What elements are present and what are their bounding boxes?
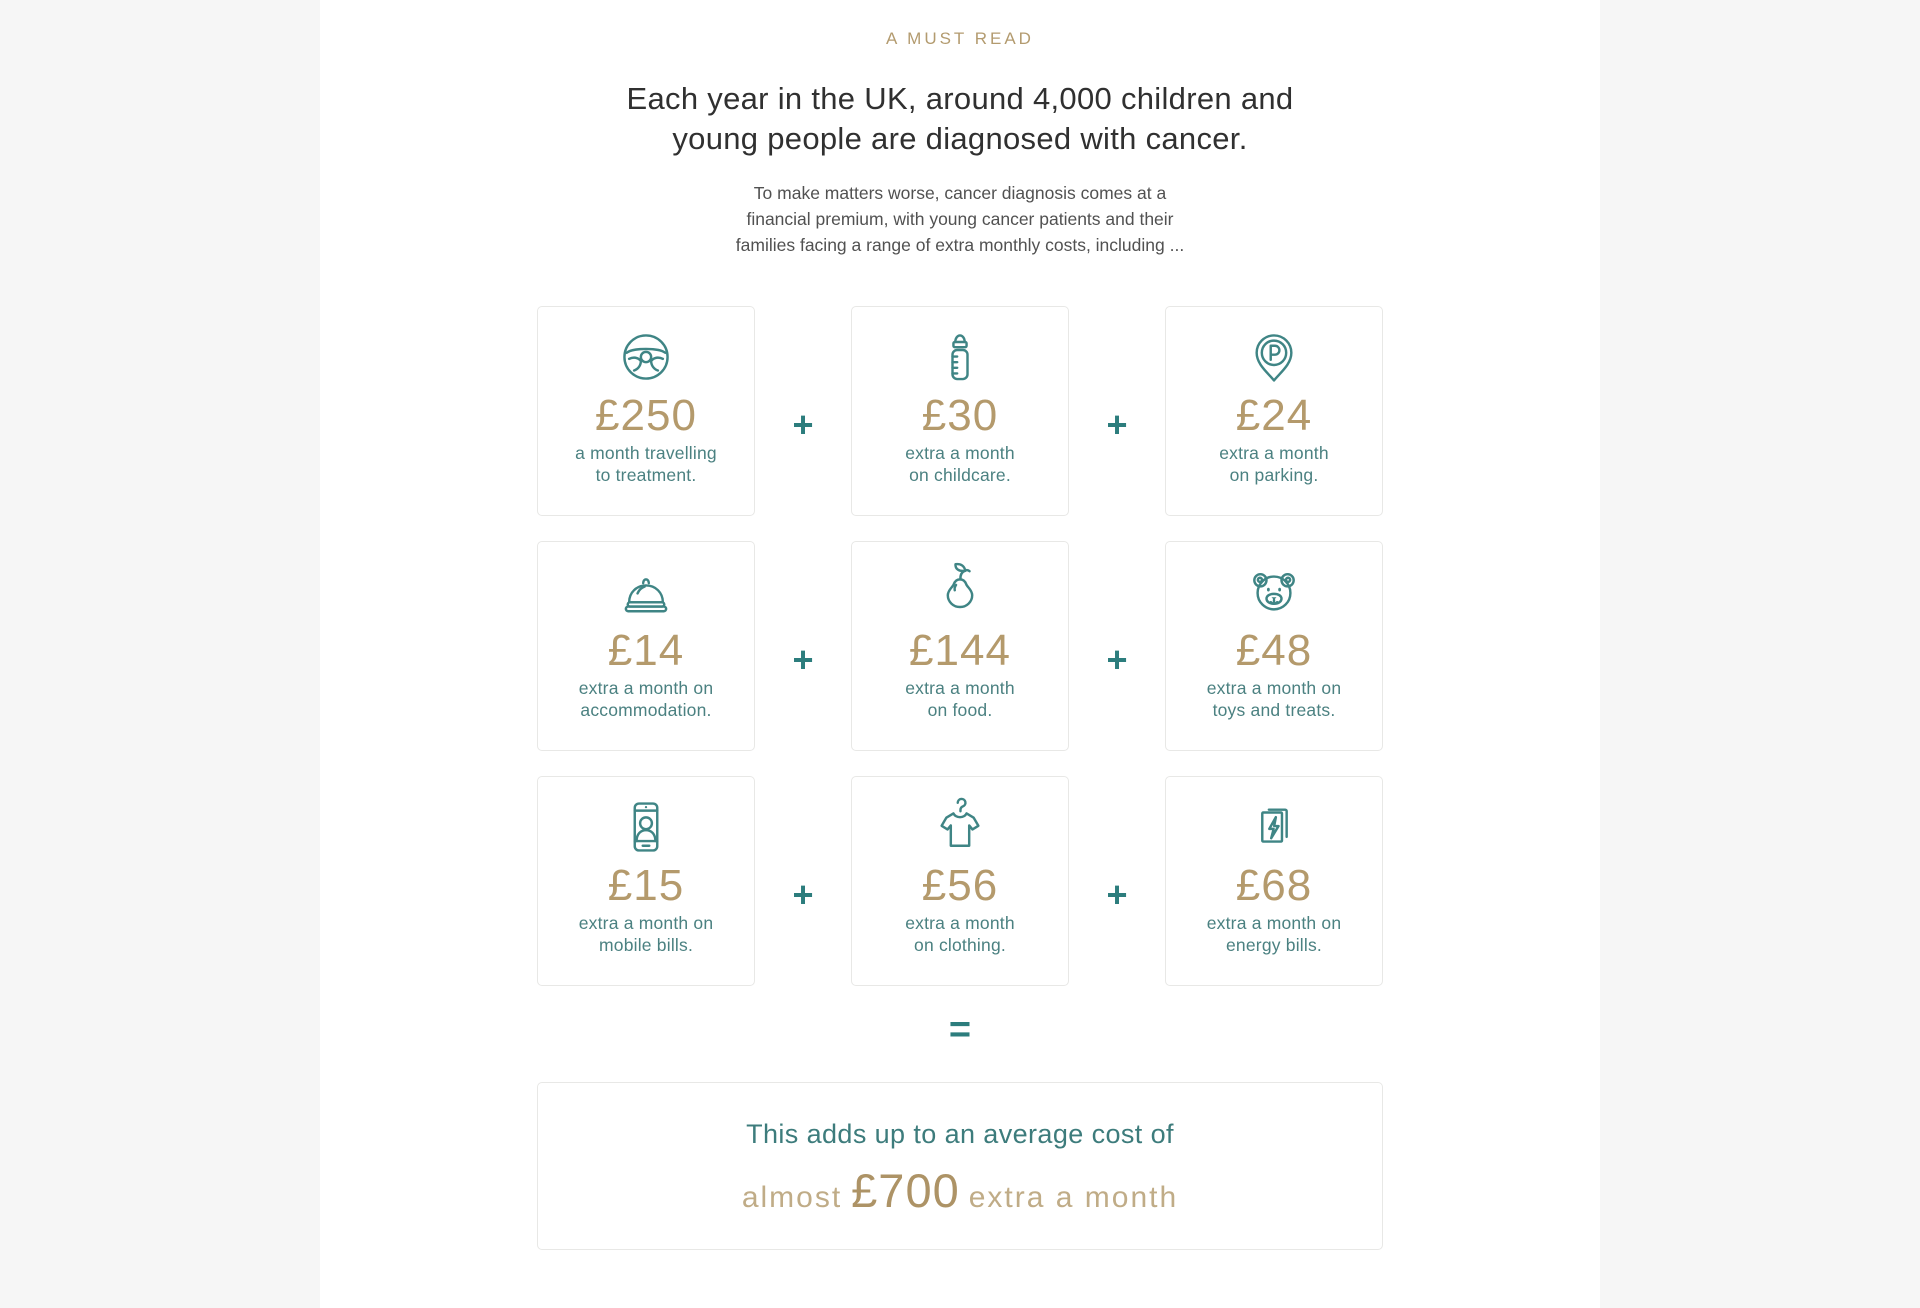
page-title-line-2: young people are diagnosed with cancer. — [672, 121, 1248, 156]
intro-line-2: financial premium, with young cancer patients and their — [746, 209, 1174, 229]
cost-card-mobile — [537, 776, 755, 986]
cost-amount: £15 — [607, 861, 685, 910]
cost-amount: £68 — [1235, 861, 1313, 910]
parking-pin-icon — [1244, 327, 1304, 387]
mobile-phone-icon — [616, 797, 676, 857]
cost-amount: £30 — [921, 391, 999, 440]
total-card — [537, 1082, 1383, 1250]
cost-card-clothing — [851, 776, 1069, 986]
intro-line-1: To make matters worse, cancer diagnosis comes at a — [753, 183, 1167, 203]
cost-caption: extra a month on mobile bills. — [578, 913, 714, 955]
cost-amount: £144 — [909, 626, 1011, 675]
cost-card-childcare — [851, 306, 1069, 516]
plus-operator: + — [792, 874, 814, 915]
cost-amount: £250 — [595, 391, 697, 440]
eyebrow-label: A MUST READ — [886, 29, 1034, 48]
costs-grid — [537, 306, 1383, 986]
cost-card-toys — [1165, 541, 1383, 751]
plus-operator: + — [792, 404, 814, 445]
cost-caption: extra a month on accommodation. — [578, 678, 714, 720]
plus-operator: + — [792, 639, 814, 680]
cost-card-accommodation — [537, 541, 755, 751]
cost-caption: extra a month on parking. — [1219, 443, 1329, 485]
cost-card-energy — [1165, 776, 1383, 986]
total-amount-line — [538, 1163, 1382, 1218]
total-lead-text: This adds up to an average cost of — [746, 1119, 1174, 1149]
cost-amount: £48 — [1235, 626, 1313, 675]
total-suffix: extra a month — [968, 1181, 1179, 1214]
energy-bill-icon — [1244, 797, 1304, 857]
baby-bottle-icon — [930, 327, 990, 387]
cost-card-travel — [537, 306, 755, 516]
pear-icon — [930, 562, 990, 622]
infographic-section — [320, 0, 1600, 1308]
plus-operator: + — [1106, 639, 1128, 680]
page-title — [510, 79, 1410, 159]
equals-operator: = — [948, 1009, 972, 1051]
cost-amount: £56 — [921, 861, 999, 910]
plus-operator: + — [1106, 404, 1128, 445]
cost-amount: £24 — [1235, 391, 1313, 440]
cost-card-parking — [1165, 306, 1383, 516]
cost-caption: extra a month on toys and treats. — [1206, 678, 1342, 720]
cost-caption: extra a month on energy bills. — [1206, 913, 1342, 955]
intro-line-3: families facing a range of extra monthly costs, including ... — [735, 235, 1185, 255]
cost-caption: extra a month on childcare. — [905, 443, 1015, 485]
plus-operator: + — [1106, 874, 1128, 915]
steering-wheel-icon — [616, 327, 676, 387]
cost-caption: extra a month on clothing. — [905, 913, 1015, 955]
tshirt-icon — [930, 797, 990, 857]
page-title-line-1: Each year in the UK, around 4,000 children and — [626, 81, 1294, 116]
teddy-bear-icon — [1244, 562, 1304, 622]
total-amount: £700 — [851, 1164, 960, 1217]
total-prefix: almost — [741, 1181, 843, 1214]
intro-paragraph — [680, 180, 1240, 258]
cost-amount: £14 — [607, 626, 685, 675]
service-bell-icon — [616, 562, 676, 622]
cost-caption: a month travelling to treatment. — [575, 443, 717, 485]
cost-card-food — [851, 541, 1069, 751]
cost-caption: extra a month on food. — [905, 678, 1015, 720]
